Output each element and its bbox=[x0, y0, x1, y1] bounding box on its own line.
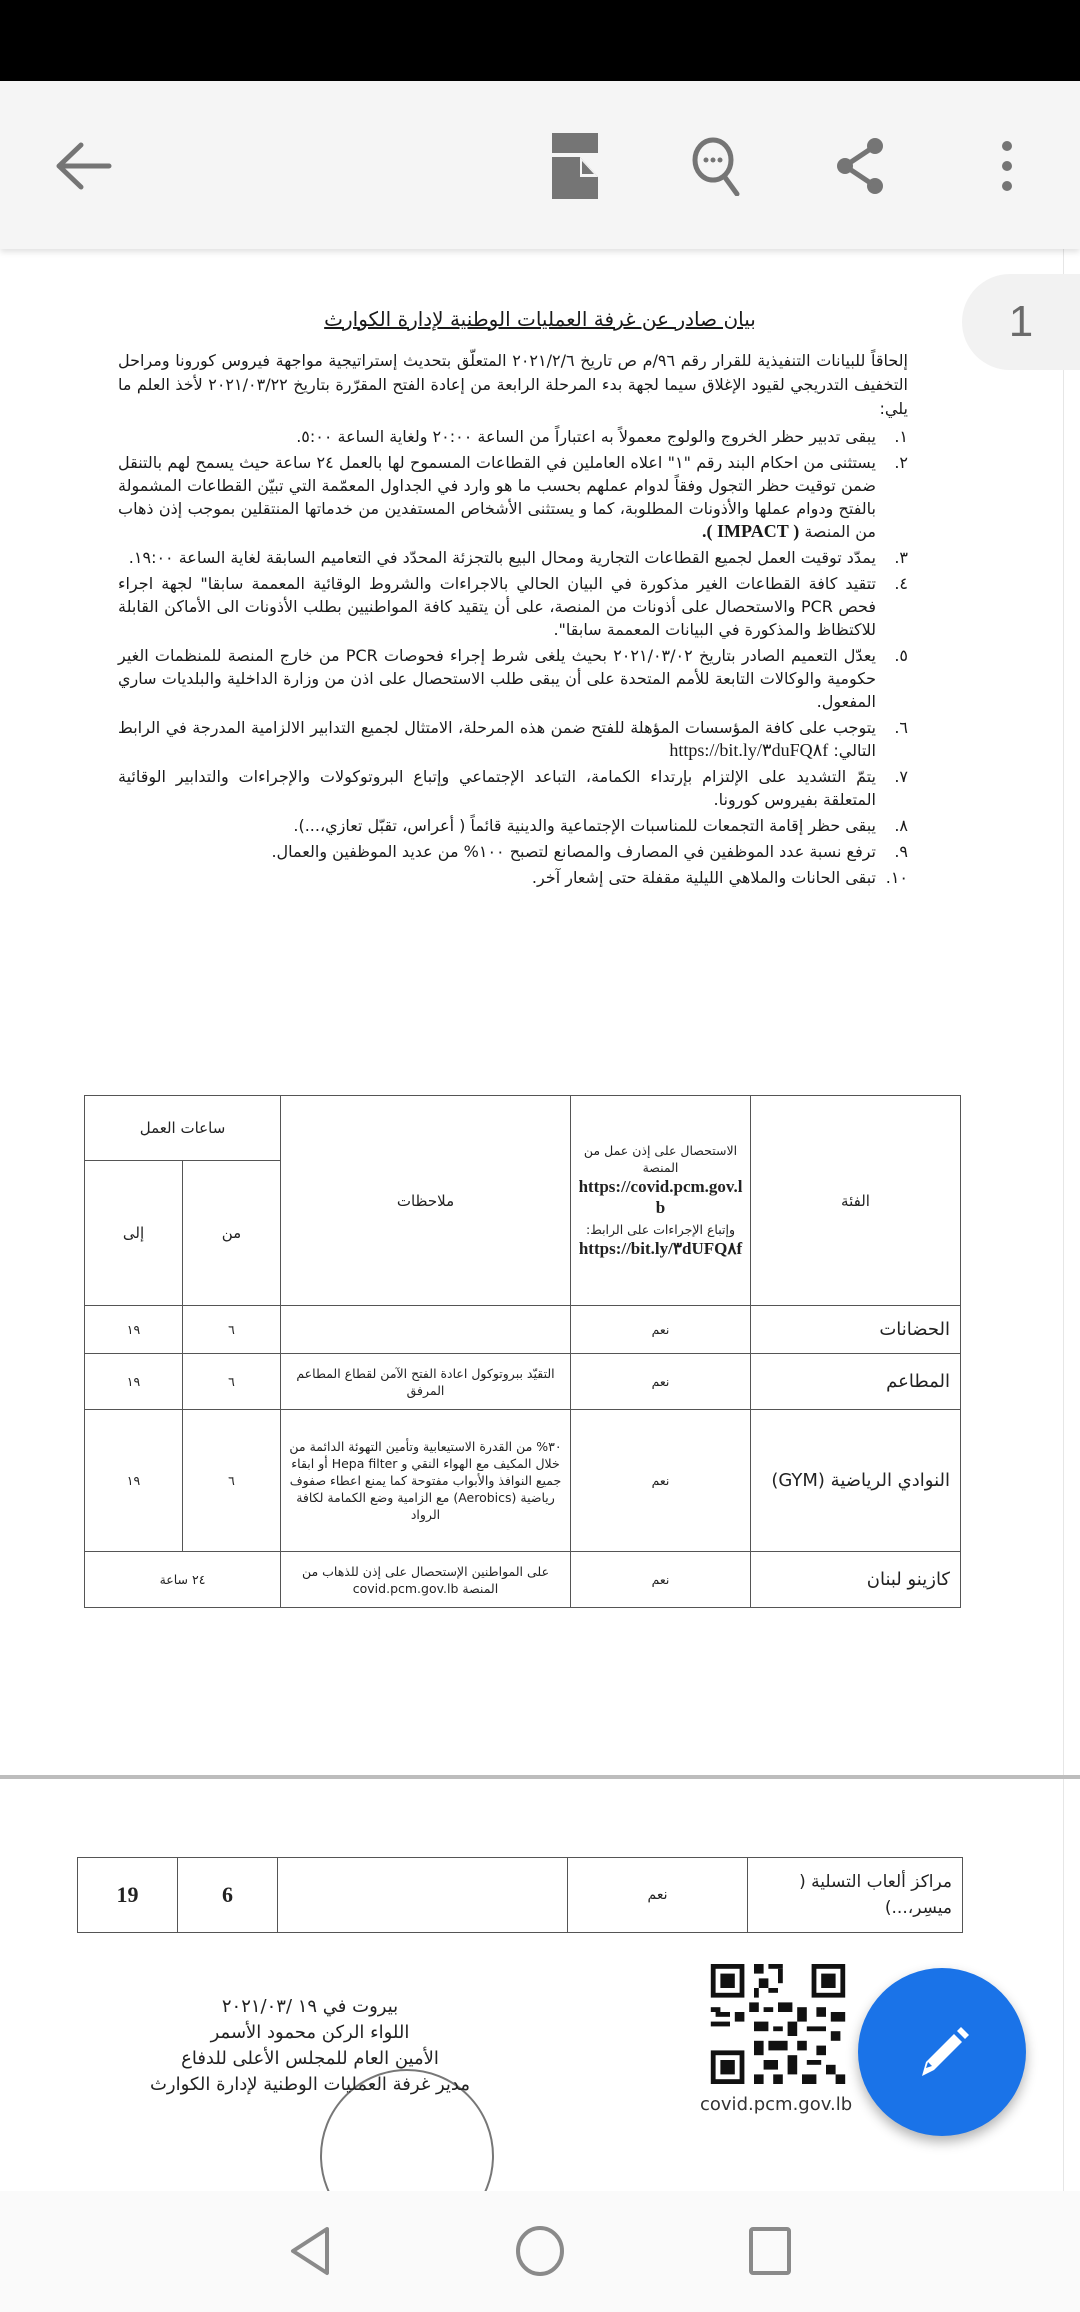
document-title: بيان صادر عن غرفة العمليات الوطنية لإدارة الكوارث bbox=[324, 307, 756, 331]
item-text: تتقيد كافة القطاعات الغير مذكورة في البيان الحالي بالاجراءات والشروط الوقائية المعممة سابقا" لجهة اجراء فحص PCR والاستحصال على أذونات من المنصة، على أن يتقيد كافة المواطنيين بطلب الأذونات الى الأماكن القابلة للاكتظاظ والمذكورة في البيانات المعممة سابقا". bbox=[118, 574, 876, 639]
item-number: ٣. bbox=[894, 548, 908, 567]
item-text: يبقى تدبير حظر الخروج والولوج معمولاً به اعتباراً من الساعة ٢٠:٠٠ ولغاية الساعة ٥:٠٠. bbox=[296, 427, 876, 446]
search-in-document-icon bbox=[691, 136, 747, 196]
list-item bbox=[118, 572, 908, 641]
item-number: ٨. bbox=[894, 816, 908, 835]
header-from: من bbox=[183, 1161, 281, 1306]
item-text: تبقى الحانات والملاهي الليلية مقفلة حتى إشعار آخر. bbox=[531, 868, 876, 887]
share-button[interactable] bbox=[826, 131, 896, 201]
row-category: الحضانات bbox=[751, 1306, 961, 1354]
nav-home-icon bbox=[514, 2225, 566, 2277]
status-bar bbox=[0, 0, 1080, 81]
row-notes bbox=[281, 1306, 571, 1354]
protocol-link[interactable]: https://bit.ly/٣duFQ٨f bbox=[669, 740, 829, 760]
page-layout-button[interactable] bbox=[540, 131, 610, 201]
signature-name: اللواء الركن محمود الأسمر bbox=[210, 2022, 410, 2043]
item-text: يعدّل التعميم الصادر بتاريخ ٢٠٢١/٠٣/٠٢ بحيث يلغى شرط إجراء فحوصات PCR من خارج المنصة للمنظمات الغير حكومية والوكالات التابعة للأمم المتحدة على أن يبقى طلب الاستحصال على اذن من وزارة الداخلية والبلديات ساري المفعول. bbox=[118, 646, 877, 711]
nav-recents-icon bbox=[747, 2226, 793, 2276]
item-text-body: يستثنى من احكام البند رقم "١" اعلاه العاملين في القطاعات المسموح لها بالعمل ٢٤ ساعة حيث يسمح لهم بالتنقل ضمن توقيت حظر التجول وفقاً لدوام عملهم بحسب ما هو وارد في الجداول المعمّمة التي تبيّن القطاعات المشمولة بالفتح ودوام عملها والأذونات المطلوبة، كما و يستثنى الأشخاص المستفدين من خدماتها المنتقلين بموجب إذن ذهاب من المنصة bbox=[118, 453, 876, 541]
header-permit-line2: وإتباع الإجراءات على الرابط: bbox=[586, 1222, 735, 1237]
row-category: كازينو لبنان bbox=[751, 1552, 961, 1608]
page-layout-icon bbox=[550, 133, 600, 199]
back-button[interactable] bbox=[48, 131, 118, 201]
row-notes: ٣٠% من القدرة الاستيعابية وتأمين التهوئة الدائمة من خلال المكيف مع الهواء النقي و Hepa filter أو ابقاء جميع النوافذ والأبواب مفتوحة كما يمنع اعطاء صفوف رياضية (Aerobics) مع الزامية وضع الكمامة لكافة الرواد bbox=[281, 1410, 571, 1552]
header-permit-url2: https://bit.ly/٣dUFQ٨f bbox=[578, 1239, 743, 1258]
system-navigation-bar bbox=[0, 2191, 1080, 2312]
item-text: يتمّ التشديد على الإلتزام بإرتداء الكمامة، التباعد الإجتماعي وإتباع البروتوكولات والإجراءات والتدابير الوقائية المتعلقة بفيروس كورونا. bbox=[118, 767, 876, 809]
item-text: يبقى حظر إقامة التجمعات للمناسبات الإجتماعية والدينية قائماً ( أعراس، تقبّل تعازي،...). bbox=[293, 816, 876, 835]
document-viewport[interactable] bbox=[0, 249, 1080, 2191]
row-permit: نعم bbox=[571, 1410, 751, 1552]
item-number: ٥. bbox=[894, 646, 908, 665]
row-category: النوادي الرياضية (GYM) bbox=[751, 1410, 961, 1552]
row-notes bbox=[278, 1858, 568, 1933]
item-text-body: يتوجب على كافة المؤسسات المؤهلة للفتح ضمن هذه المرحلة، الامتثال لجميع التدابير الالزامية المدرجة في الرابط التالي: bbox=[118, 718, 876, 760]
nav-back-button[interactable] bbox=[275, 2221, 345, 2281]
row-from: ٦ bbox=[183, 1410, 281, 1552]
list-item bbox=[118, 866, 908, 889]
row-permit: نعم bbox=[568, 1858, 748, 1933]
header-to: إلى bbox=[85, 1161, 183, 1306]
list-item bbox=[118, 425, 908, 448]
more-options-button[interactable] bbox=[972, 131, 1042, 201]
more-vert-icon bbox=[999, 139, 1015, 193]
header-category: الفئة bbox=[751, 1096, 961, 1306]
top-app-bar bbox=[0, 81, 1080, 249]
find-in-document-button[interactable] bbox=[684, 131, 754, 201]
page-edge bbox=[1063, 249, 1064, 2191]
signature-role: مدير غرفة العمليات الوطنية لإدارة الكوارث bbox=[149, 2074, 471, 2095]
sectors-table-continued bbox=[77, 1857, 963, 1933]
header-hours: ساعات العمل bbox=[85, 1096, 281, 1161]
intro-paragraph: إلحاقاً للبيانات التنفيذية للقرار رقم ٩٦/م ص تاريخ ٢٠٢١/٢/٦ المتعلّق بتحديث إستراتيجية مواجهة فيروس كورونا ومراحل التخفيف التدريجي لقيود الإغلاق سيما لجهة بدء المرحلة الرابعة من إعادة الفتح المقرّرة بتاريخ ٢٠٢١/٠٣/٢٢ لأخذ العلم ما يلي: bbox=[118, 351, 909, 418]
header-permit-url1: https://covid.pcm.gov.lb bbox=[578, 1177, 743, 1217]
item-number: ١. bbox=[894, 427, 908, 446]
row-notes: التقيّد ببروتوكول اعادة الفتح الآمن لقطاع المطاعم المرفق bbox=[281, 1354, 571, 1410]
row-from: ٦ bbox=[183, 1354, 281, 1410]
impact-label: ( IMPACT ). bbox=[702, 521, 800, 541]
page-divider bbox=[0, 1775, 1080, 1779]
list-item bbox=[118, 765, 908, 811]
row-category: المطاعم bbox=[751, 1354, 961, 1410]
item-text bbox=[118, 716, 876, 762]
signature-title: الأمين العام للمجلس الأعلى للدفاع bbox=[181, 2048, 439, 2069]
row-from: 6 bbox=[178, 1858, 278, 1933]
header-permit-line1: الاستحصال على إذن عمل من المنصة bbox=[583, 1143, 738, 1175]
table-row bbox=[85, 1410, 961, 1552]
item-number: ٩. bbox=[894, 842, 908, 861]
header-permit bbox=[571, 1096, 751, 1306]
table-row bbox=[85, 1552, 961, 1608]
table-row bbox=[85, 1306, 961, 1354]
row-to: ١٩ bbox=[85, 1306, 183, 1354]
row-permit: نعم bbox=[571, 1354, 751, 1410]
nav-home-button[interactable] bbox=[505, 2221, 575, 2281]
item-number: ٧. bbox=[894, 767, 908, 786]
table-header-row bbox=[85, 1096, 961, 1161]
arrow-back-icon bbox=[53, 141, 113, 191]
share-icon bbox=[833, 137, 889, 195]
edit-pencil-icon bbox=[910, 2020, 974, 2084]
edit-fab-button[interactable] bbox=[858, 1968, 1026, 2136]
item-number: ٢. bbox=[894, 453, 908, 472]
signature-block bbox=[100, 1994, 520, 2098]
list-item bbox=[118, 716, 908, 762]
sectors-table bbox=[84, 1095, 961, 1608]
list-item bbox=[118, 840, 908, 863]
row-permit: نعم bbox=[571, 1306, 751, 1354]
list-item bbox=[118, 644, 908, 713]
list-item bbox=[118, 451, 908, 543]
nav-back-icon bbox=[287, 2225, 333, 2277]
item-text: ترفع نسبة عدد الموظفين في المصارف والمصانع لتصبح ١٠٠% من عديد الموظفين والعمال. bbox=[271, 842, 876, 861]
item-number: ٤. bbox=[894, 574, 908, 593]
table-row bbox=[85, 1354, 961, 1410]
signature-date: بيروت في ١٩ /٢٠٢١/٠٣ bbox=[221, 1996, 399, 2017]
qr-code-icon bbox=[710, 1964, 846, 2084]
header-notes: ملاحظات bbox=[281, 1096, 571, 1306]
row-permit: نعم bbox=[571, 1552, 751, 1608]
nav-recents-button[interactable] bbox=[735, 2221, 805, 2281]
row-notes: على المواطنين الإستحصال على إذن للذهاب من المنصة covid.pcm.gov.lb bbox=[281, 1552, 571, 1608]
item-text bbox=[118, 451, 876, 543]
item-number: ٦. bbox=[894, 718, 908, 737]
item-number: ١٠. bbox=[885, 868, 908, 887]
table-row bbox=[78, 1858, 963, 1933]
list-item bbox=[118, 814, 908, 837]
item-text: يمدّد توقيت العمل لجميع القطاعات التجارية ومحال البيع بالتجزئة المحدّد في التعاميم السابقة لغاية الساعة ١٩:٠٠. bbox=[128, 548, 876, 567]
row-hours: ٢٤ ساعة bbox=[85, 1552, 281, 1608]
row-to: ١٩ bbox=[85, 1354, 183, 1410]
directives-list bbox=[118, 425, 908, 892]
row-category: مراكز ألعاب التسلية ( ميسِر،...) bbox=[748, 1858, 963, 1933]
row-to: ١٩ bbox=[85, 1410, 183, 1552]
list-item bbox=[118, 546, 908, 569]
qr-label: covid.pcm.gov.lb bbox=[700, 2094, 853, 2115]
row-from: ٦ bbox=[183, 1306, 281, 1354]
page-number-badge: 1 bbox=[962, 274, 1080, 370]
row-to: 19 bbox=[78, 1858, 178, 1933]
